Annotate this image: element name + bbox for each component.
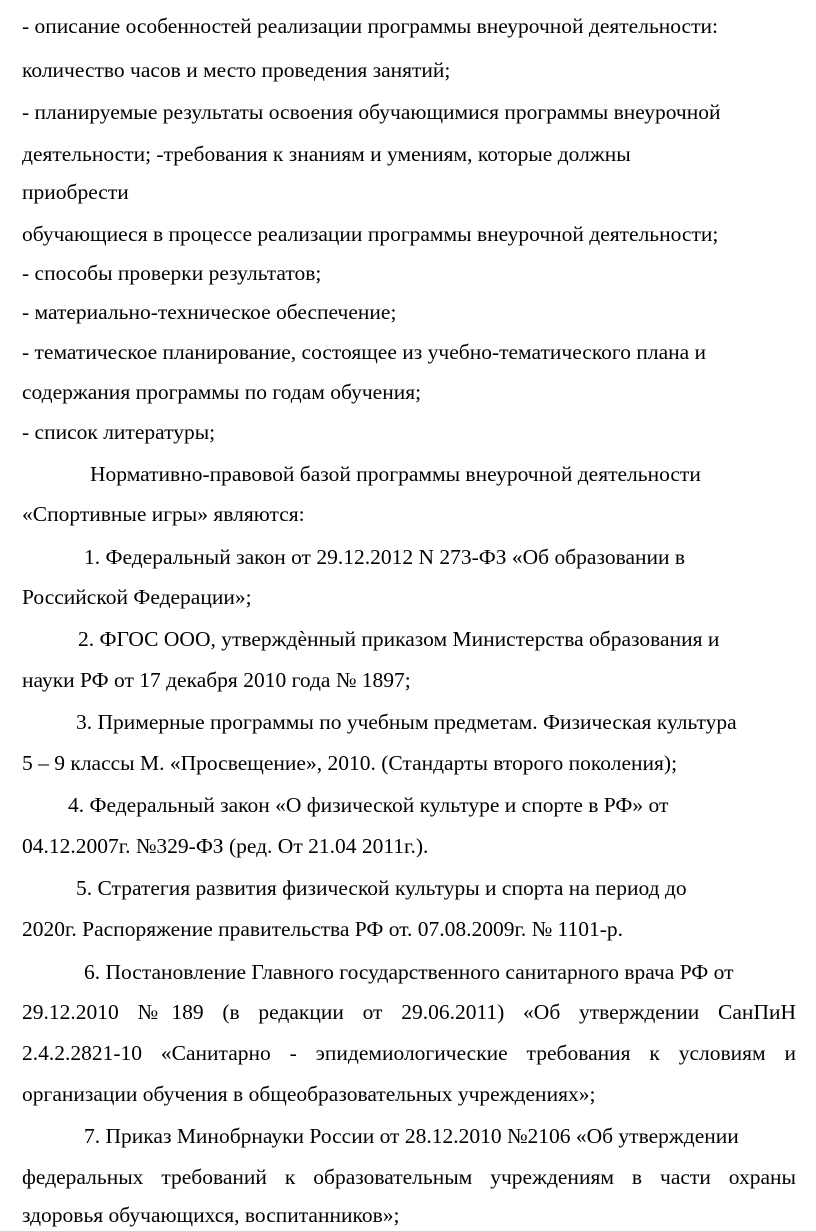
text-line: 2020г. Распоряжение правительства РФ от. 07.08.2009г. № 1101-р. <box>22 917 623 941</box>
list-item-4: 4. Федеральный закон «О физической культуре и спорте в РФ» от <box>68 793 669 817</box>
text-line: 04.12.2007г. №329-ФЗ (ред. От 21.04 2011г.). <box>22 834 429 858</box>
text-line: - материально-техническое обеспечение; <box>22 300 397 324</box>
text-line: обучающиеся в процессе реализации программы внеурочной деятельности; <box>22 222 719 246</box>
text-line: содержания программы по годам обучения; <box>22 380 422 404</box>
text-line: «Спортивные игры» являются: <box>22 502 305 526</box>
list-item-6: 6. Постановление Главного государственного санитарного врача РФ от <box>84 960 734 984</box>
list-item-3: 3. Примерные программы по учебным предметам. Физическая культура <box>76 710 737 734</box>
text-line: - описание особенностей реализации программы внеурочной деятельности: <box>22 14 718 38</box>
list-item-2: 2. ФГОС ООО, утверждѐнный приказом Министерства образования и <box>78 627 720 651</box>
text-line: - список литературы; <box>22 420 216 444</box>
text-line: - тематическое планирование, состоящее из учебно-тематического плана и <box>22 340 707 364</box>
text-line: 5 – 9 классы М. «Просвещение», 2010. (Стандарты второго поколения); <box>22 751 678 775</box>
list-item-7: 7. Приказ Минобрнауки России от 28.12.2010 №2106 «Об утверждении <box>84 1124 739 1148</box>
text-line: - планируемые результаты освоения обучающимися программы внеурочной <box>22 100 721 124</box>
text-line: количество часов и место проведения занятий; <box>22 58 451 82</box>
text-line: приобрести <box>22 180 129 204</box>
list-item-1: 1. Федеральный закон от 29.12.2012 N 273-ФЗ «Об образовании в <box>84 545 686 569</box>
text-line: федеральных требований к образовательным учреждениям в части охраны <box>22 1165 796 1189</box>
text-line: - способы проверки результатов; <box>22 261 322 285</box>
text-line: науки РФ от 17 декабря 2010 года № 1897; <box>22 668 411 692</box>
text-line: деятельности; -требования к знаниям и умениям, которые должны <box>22 142 631 166</box>
text-line: 29.12.2010 №189 (в редакции от 29.06.2011) «Об утверждении СанПиН <box>22 1000 796 1024</box>
text-line: Российской Федерации»; <box>22 585 252 609</box>
text-line: организации обучения в общеобразовательных учреждениях»; <box>22 1082 596 1106</box>
text-line: здоровья обучающихся, воспитанников»; <box>22 1203 400 1227</box>
section-heading: Нормативно-правовой базой программы внеурочной деятельности <box>90 462 701 486</box>
list-item-5: 5. Стратегия развития физической культуры и спорта на период до <box>76 876 687 900</box>
text-line: 2.4.2.2821-10 «Санитарно - эпидемиологические требования к условиям и <box>22 1041 796 1065</box>
